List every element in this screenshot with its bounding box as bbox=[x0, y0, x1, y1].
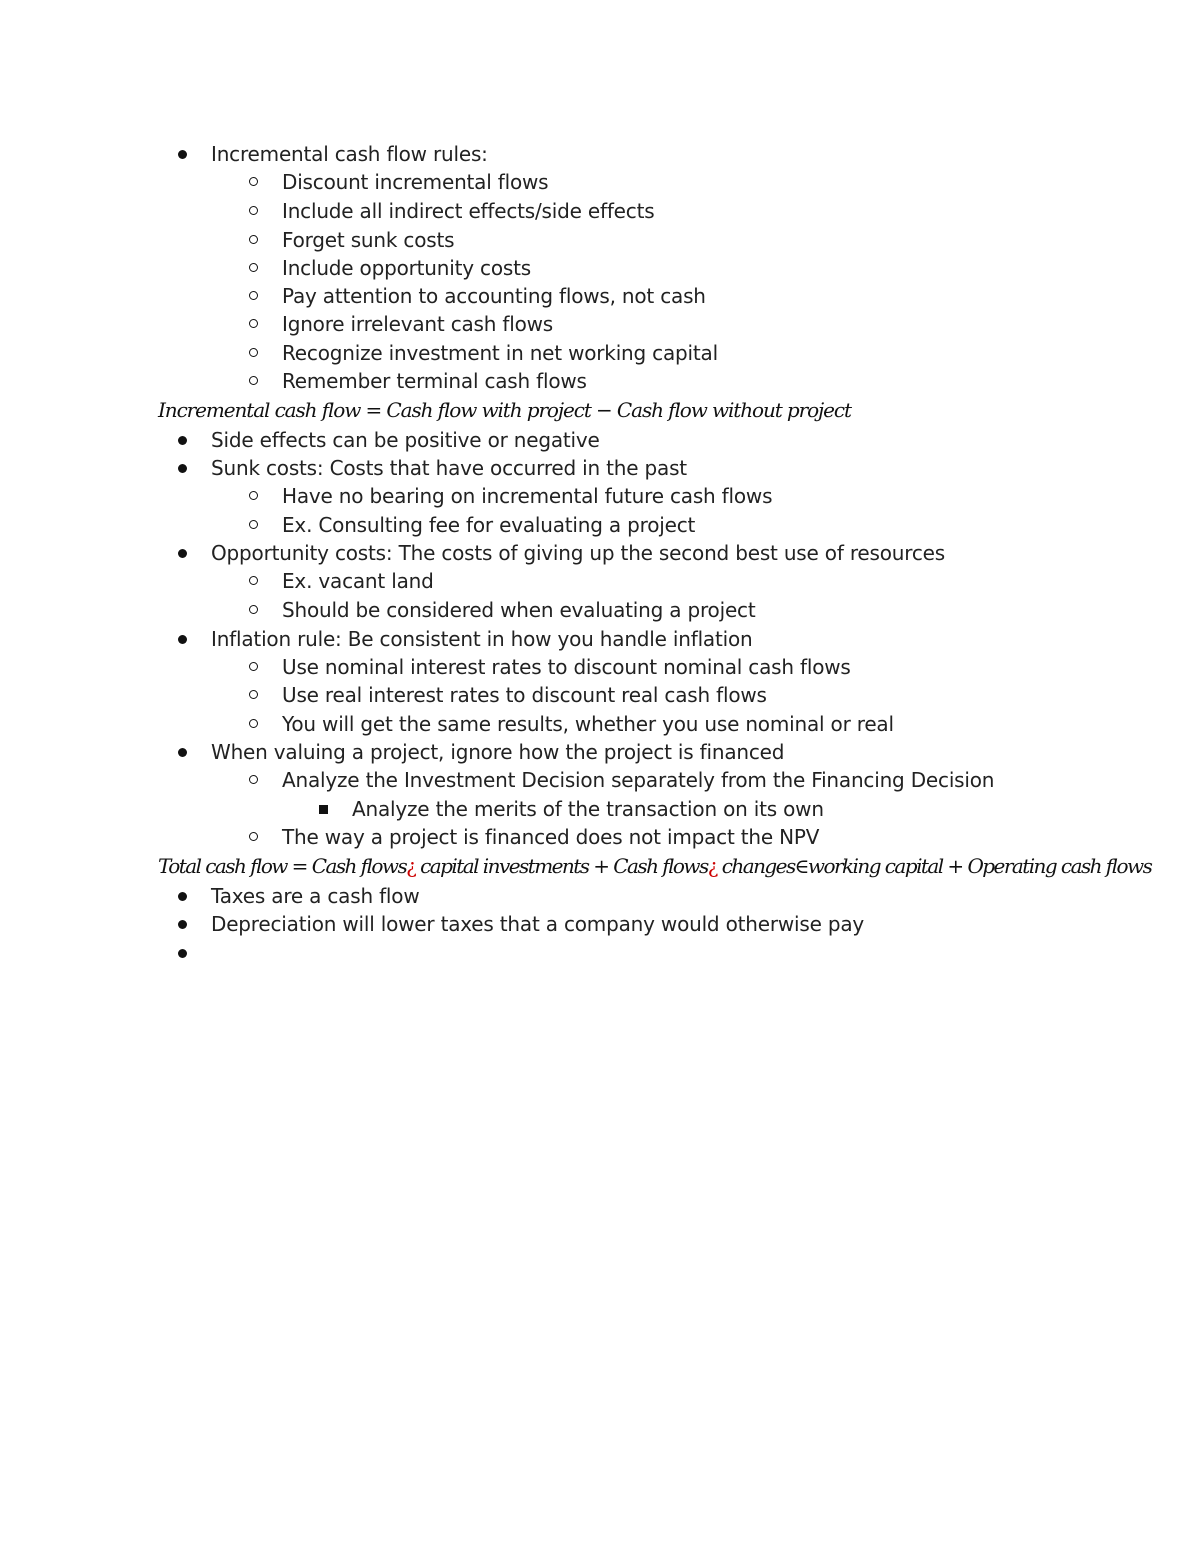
bullet-circle-icon bbox=[249, 576, 258, 585]
equation-error-glyph: ¿ bbox=[707, 854, 717, 878]
bullet-disc-icon bbox=[178, 635, 187, 644]
list-item-text: Taxes are a cash flow bbox=[211, 884, 420, 908]
bullet-circle-icon bbox=[249, 348, 258, 357]
list-item-text: Include opportunity costs bbox=[282, 256, 531, 280]
list-item-text: Use nominal interest rates to discount nominal cash flows bbox=[282, 655, 851, 679]
bullet-circle-icon bbox=[249, 177, 258, 186]
bullet-disc-icon bbox=[178, 150, 187, 159]
bullet-disc-icon bbox=[178, 892, 187, 901]
bullet-disc-icon bbox=[178, 748, 187, 757]
bullet-disc-icon bbox=[178, 464, 187, 473]
list-item-text: The way a project is financed does not impact the NPV bbox=[282, 825, 820, 849]
list-item-text: Ex. Consulting fee for evaluating a project bbox=[282, 513, 696, 537]
list-item-text: Have no bearing on incremental future cash flows bbox=[282, 484, 773, 508]
equation-part: Total cash flow = Cash flows bbox=[158, 854, 407, 878]
bullet-square-icon bbox=[319, 805, 328, 814]
bullet-circle-icon bbox=[249, 291, 258, 300]
list-item-text: Include all indirect effects/side effects bbox=[282, 199, 655, 223]
list-item-text: Forget sunk costs bbox=[282, 228, 455, 252]
bullet-circle-icon bbox=[249, 832, 258, 841]
list-item-text: Analyze the Investment Decision separately from the Financing Decision bbox=[282, 768, 995, 792]
total-cash-flow-equation bbox=[158, 852, 1151, 880]
equation-part: changes∈working capital + Operating cash flows bbox=[716, 854, 1152, 878]
list-item-text: Ignore irrelevant cash flows bbox=[282, 312, 554, 336]
list-item-text: Analyze the merits of the transaction on its own bbox=[352, 797, 824, 821]
list-item-text: Remember terminal cash flows bbox=[282, 369, 587, 393]
list-item-text: Side effects can be positive or negative bbox=[211, 428, 600, 452]
list-item-text: Discount incremental flows bbox=[282, 170, 549, 194]
list-item-text: Recognize investment in net working capital bbox=[282, 341, 718, 365]
bullet-disc-icon bbox=[178, 949, 187, 958]
bullet-circle-icon bbox=[249, 719, 258, 728]
incremental-cash-flow-equation: Incremental cash flow = Cash flow with project − Cash flow without project bbox=[158, 398, 851, 422]
bullet-circle-icon bbox=[249, 319, 258, 328]
list-item-text: Pay attention to accounting flows, not cash bbox=[282, 284, 706, 308]
bullet-disc-icon bbox=[178, 920, 187, 929]
list-item-text: Should be considered when evaluating a project bbox=[282, 598, 756, 622]
equation-error-glyph: ¿ bbox=[406, 854, 416, 878]
list-item-text: Opportunity costs: The costs of giving up the second best use of resources bbox=[211, 541, 945, 565]
list-item-text: You will get the same results, whether you use nominal or real bbox=[282, 712, 894, 736]
bullet-circle-icon bbox=[249, 491, 258, 500]
bullet-disc-icon bbox=[178, 436, 187, 445]
list-item-text: Use real interest rates to discount real cash flows bbox=[282, 683, 767, 707]
bullet-circle-icon bbox=[249, 520, 258, 529]
equation-part: capital investments + Cash flows bbox=[415, 854, 708, 878]
list-item-text: Depreciation will lower taxes that a company would otherwise pay bbox=[211, 912, 865, 936]
bullet-circle-icon bbox=[249, 376, 258, 385]
list-item-text: Ex. vacant land bbox=[282, 569, 434, 593]
bullet-circle-icon bbox=[249, 662, 258, 671]
bullet-circle-icon bbox=[249, 263, 258, 272]
bullet-circle-icon bbox=[249, 775, 258, 784]
list-item-text: When valuing a project, ignore how the project is financed bbox=[211, 740, 785, 764]
bullet-circle-icon bbox=[249, 235, 258, 244]
bullet-circle-icon bbox=[249, 605, 258, 614]
list-item-text: Sunk costs: Costs that have occurred in the past bbox=[211, 456, 687, 480]
list-item-text: Inflation rule: Be consistent in how you handle inflation bbox=[211, 627, 753, 651]
bullet-circle-icon bbox=[249, 690, 258, 699]
list-item-text: Incremental cash flow rules: bbox=[211, 142, 488, 166]
bullet-circle-icon bbox=[249, 206, 258, 215]
bullet-disc-icon bbox=[178, 549, 187, 558]
